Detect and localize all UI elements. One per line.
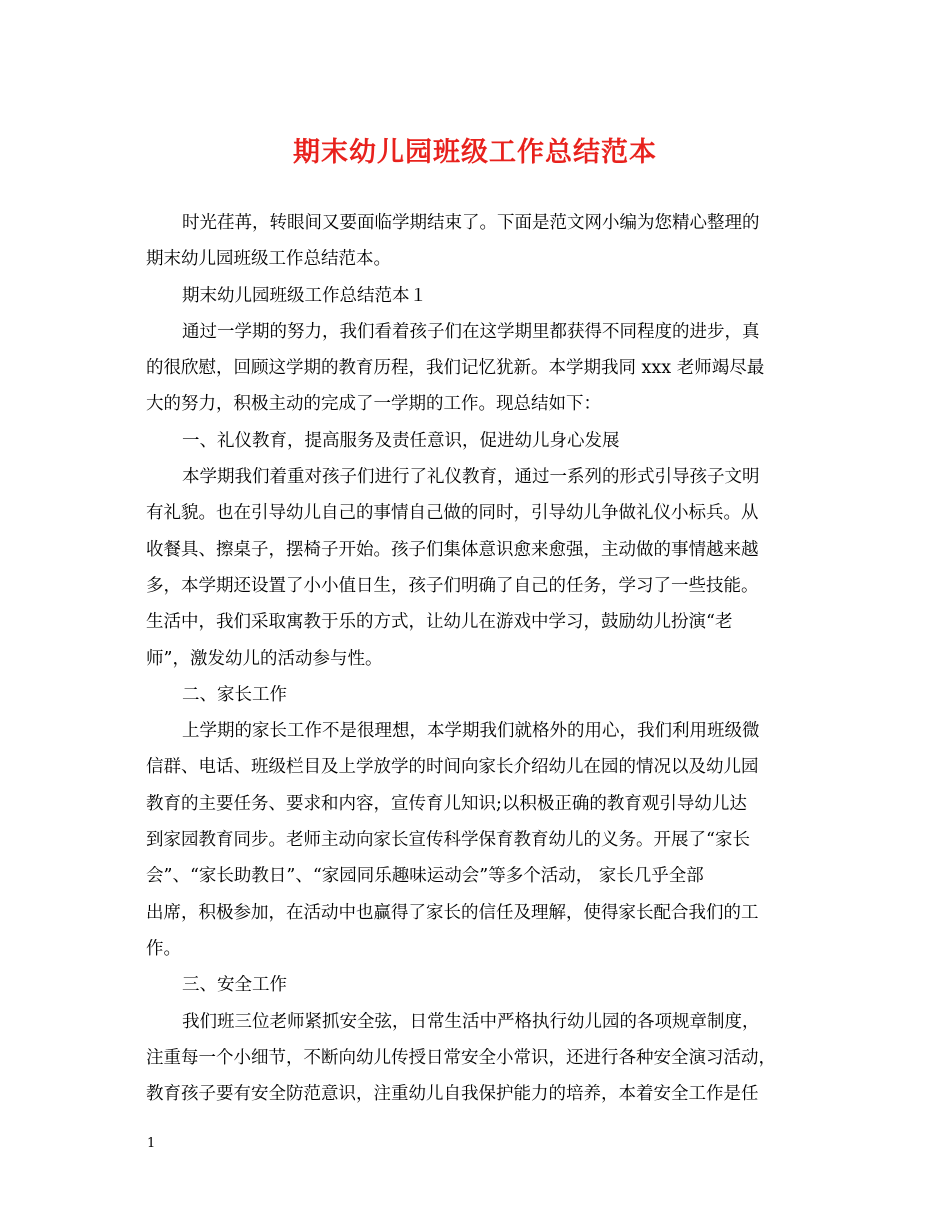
- body-line: 时光荏苒，转眼间又要面临学期结束了。下面是范文网小编为您精心整理的: [182, 213, 760, 233]
- body-line: 注重每一个小细节，不断向幼儿传授日常安全小常识，还进行各种安全演习活动，: [146, 1047, 776, 1068]
- body-line: 本学期我们着重对孩子们进行了礼仪教育，通过一系列的形式引导孩子文明: [182, 467, 760, 488]
- body-line: 收餐具、擦桌子，摆椅子开始。孩子们集体意识愈来愈强，主动做的事情越来越: [146, 539, 759, 560]
- body-line: 通过一学期的努力，我们看着孩子们在这学期里都获得不同程度的进步，真: [182, 321, 760, 342]
- body-line: 教育的主要任务、要求和内容，宣传育儿知识;以积极正确的教育观引导幼儿达: [146, 793, 747, 814]
- body-line: 生活中，我们采取寓教于乐的方式，让幼儿在游戏中学习，鼓励幼儿扮演“老: [146, 612, 733, 633]
- body-line: 信群、电话、班级栏目及上学放学的时间向家长介绍幼儿在园的情况以及幼儿园: [146, 757, 759, 778]
- section-heading: 期末幼儿园班级工作总结范本１: [182, 285, 427, 306]
- body-line: 期末幼儿园班级工作总结范本。: [146, 249, 391, 270]
- document-title: 期末幼儿园班级工作总结范本: [293, 137, 657, 168]
- section-heading: 一、礼仪教育，提高服务及责任意识，促进幼儿身心发展: [182, 430, 620, 451]
- section-heading: 三、安全工作: [182, 975, 287, 996]
- body-line: 教育孩子要有安全防范意识，注重幼儿自我保护能力的培养，本着安全工作是任: [146, 1084, 759, 1105]
- body-line: 会”、“家长助教日”、“家园同乐趣味运动会”等多个活动， 家长几乎全部: [146, 866, 704, 887]
- body-line: 到家园教育同步。老师主动向家长宣传科学保育教育幼儿的义务。开展了“家长: [146, 830, 750, 851]
- body-line: 出席，积极参加，在活动中也赢得了家长的信任及理解，使得家长配合我们的工: [146, 902, 759, 923]
- body-line: 我们班三位老师紧抓安全弦，日常生活中严格执行幼儿园的各项规章制度，: [182, 1011, 760, 1032]
- page-number: 1: [147, 1136, 156, 1151]
- body-line: 有礼貌。也在引导幼儿自己的事情自己做的同时，引导幼儿争做礼仪小标兵。从: [146, 503, 759, 524]
- body-line: 多，本学期还设置了小小值日生，孩子们明确了自己的任务，学习了一些技能。: [146, 575, 759, 596]
- body-line: 大的努力，积极主动的完成了一学期的工作。现总结如下：: [146, 394, 601, 415]
- body-line: 师”，激发幼儿的活动参与性。: [146, 648, 383, 669]
- body-line: 作。: [146, 938, 181, 959]
- body-line: 上学期的家长工作不是很理想，本学期我们就格外的用心，我们利用班级微: [182, 721, 760, 742]
- document-body: [146, 205, 808, 1112]
- body-line: 的很欣慰，回顾这学期的教育历程，我们记忆犹新。本学期我同 xxx 老师竭尽最: [146, 358, 765, 379]
- section-heading: 二、家长工作: [182, 684, 287, 705]
